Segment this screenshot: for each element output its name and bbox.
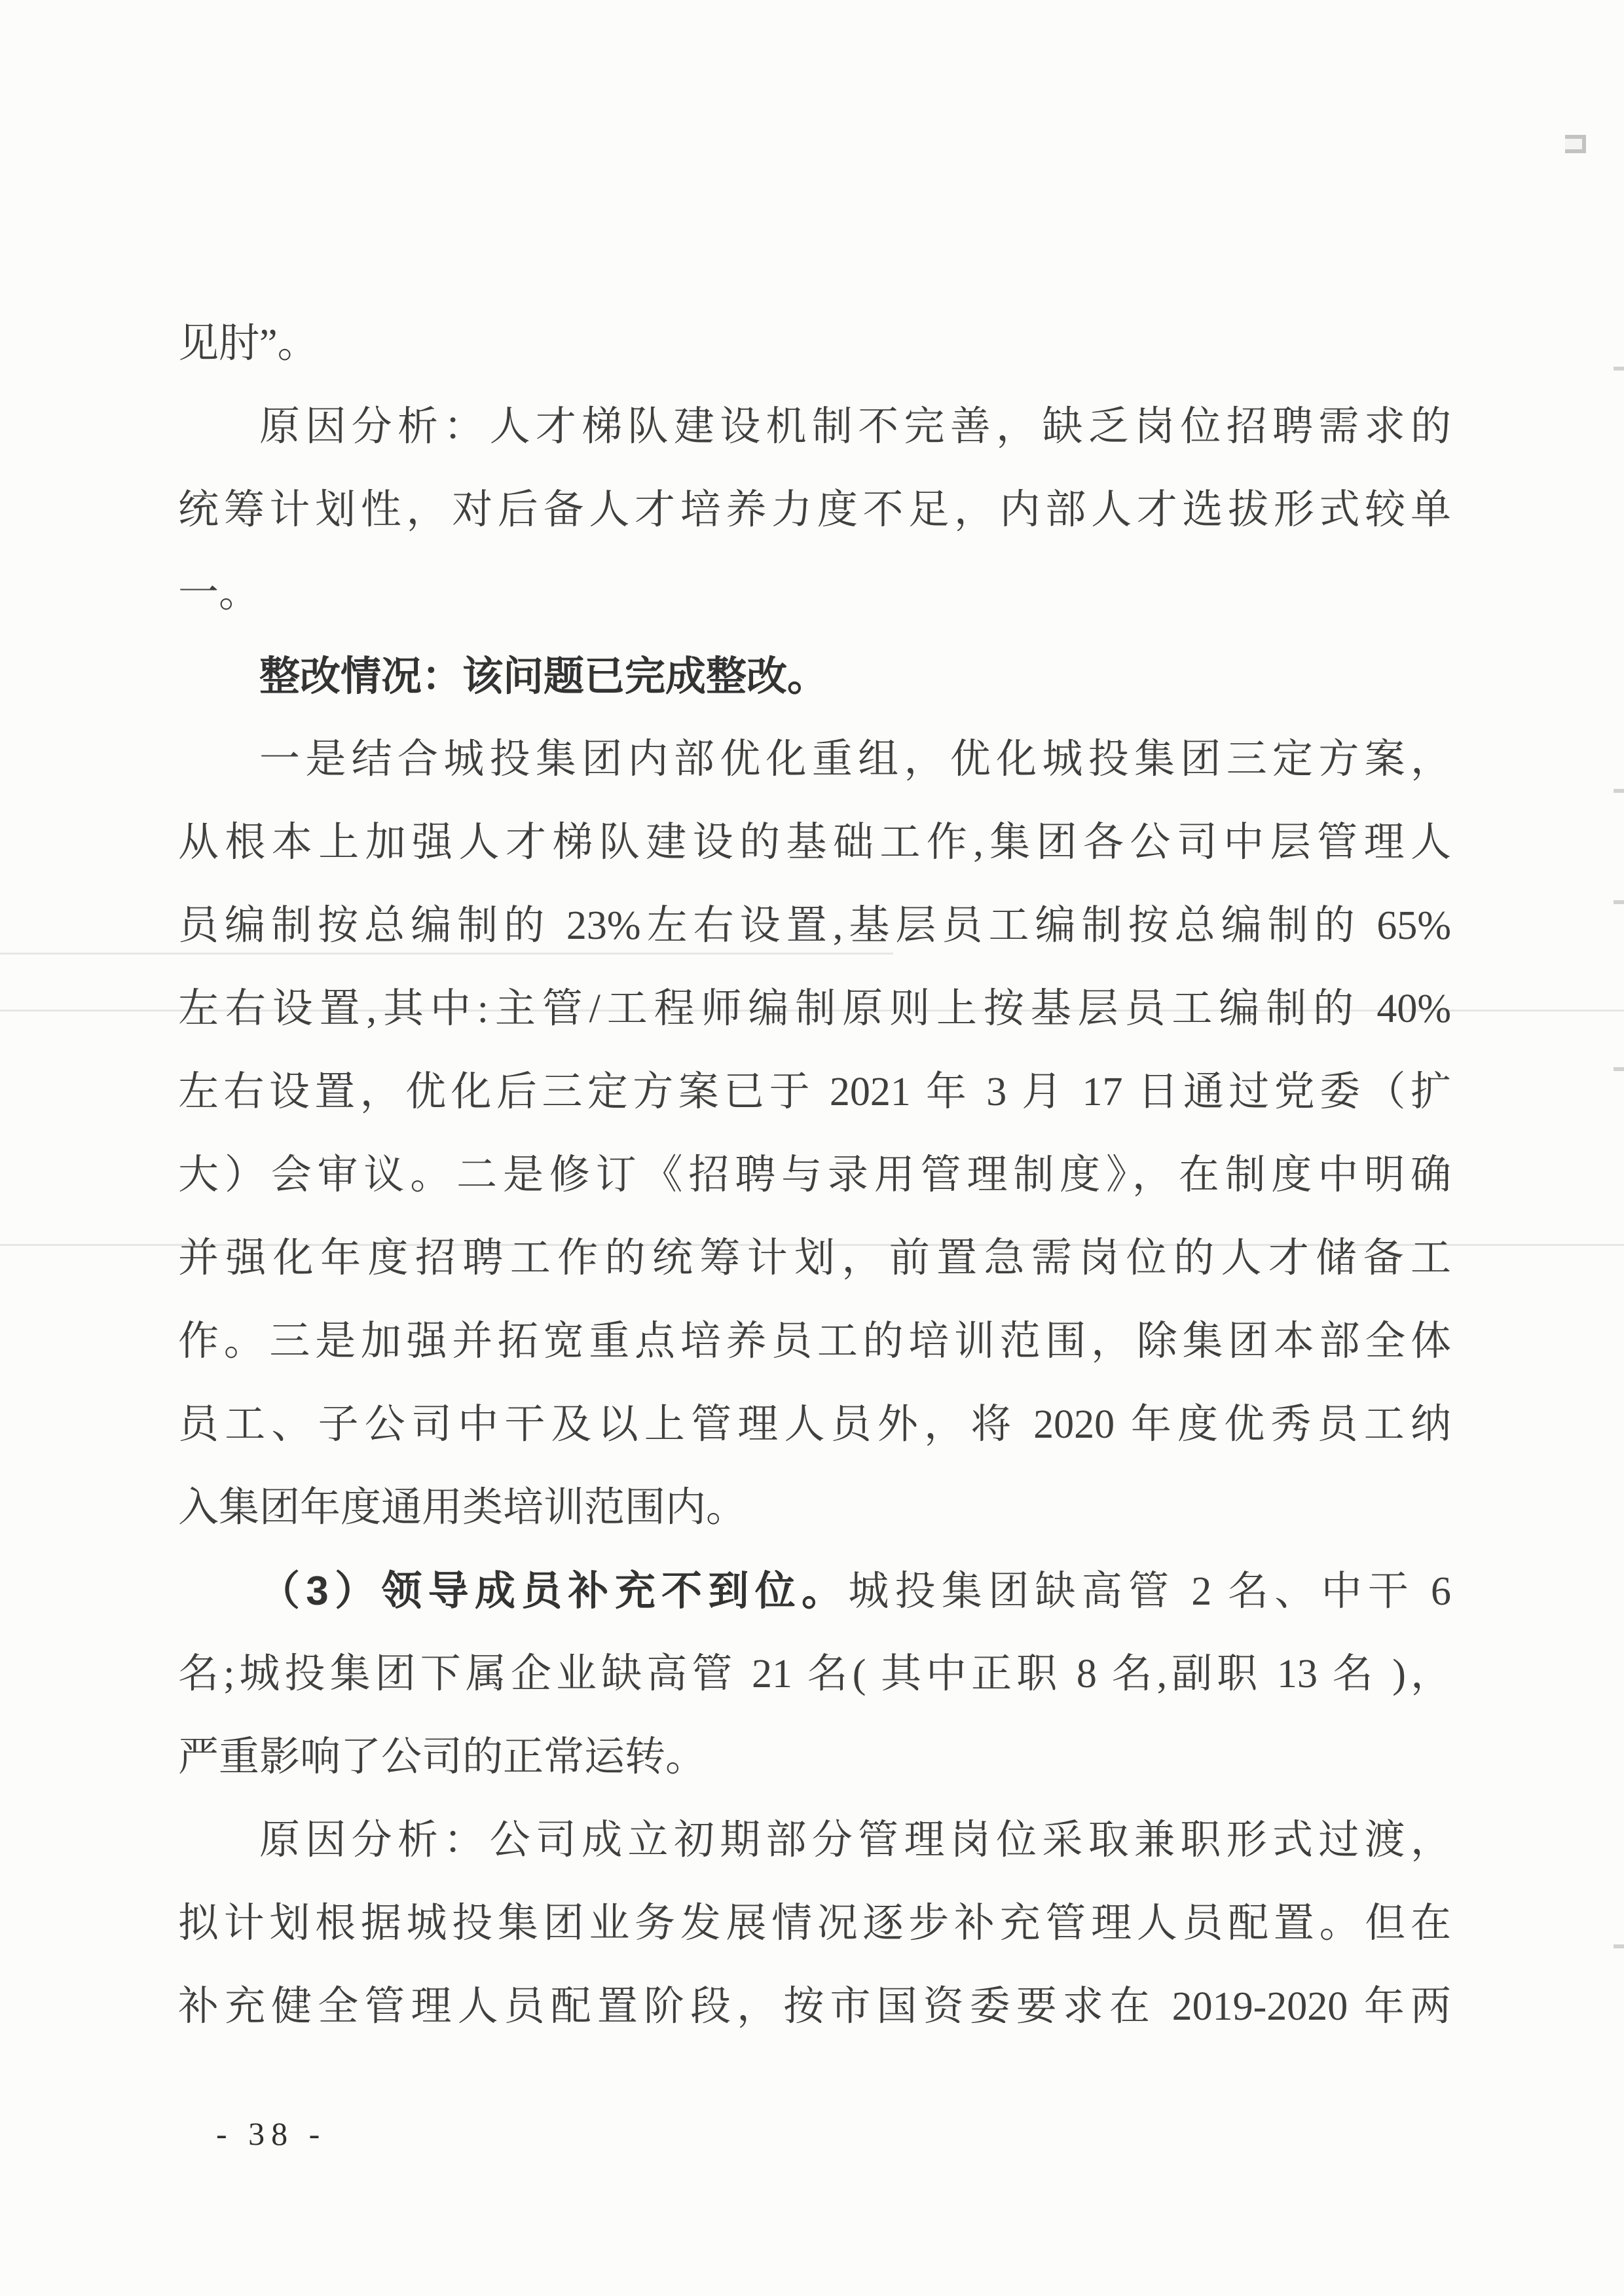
text-segment: 左右设置,其中:主管/工程师编制原则上按基层员工编制的 40% [178,987,1451,1031]
text-segment: 并强化年度招聘工作的统筹计划，前置急需岗位的人才储备工 [178,1236,1451,1281]
text-line [178,718,1451,801]
page-number: - 38 - [216,2115,327,2152]
text-segment: 大）会审议。二是修订《招聘与录用管理制度》，在制度中明确 [178,1153,1451,1197]
text-segment: 补充健全管理人员配置阶段，按市国资委要求在 2019-2020 年两 [178,1984,1451,2029]
text-segment: 员编制按总编制的 23%左右设置,基层员工编制按总编制的 65% [178,903,1451,948]
text-segment: 见肘”。 [178,321,318,366]
text-segment: 从根本上加强人才梯队建设的基础工作,集团各公司中层管理人 [178,820,1451,865]
scan-artifact [1614,367,1624,371]
bold-text-segment: 整改情况：该问题已完成整改。 [259,654,828,699]
text-line [178,635,1451,718]
text-segment: 一是结合城投集团内部优化重组，优化城投集团三定方案， [259,737,1451,782]
scan-artifact [1614,900,1624,904]
scan-artifact [1614,1067,1624,1071]
text-line [178,968,1451,1051]
text-segment: 原因分析：公司成立初期部分管理岗位采取兼职形式过渡， [259,1818,1451,1863]
text-line [178,884,1451,968]
text-line [178,1716,1451,1799]
scan-artifact [1614,789,1624,793]
text-line [178,1051,1451,1134]
text-segment: 作。三是加强并拓宽重点培养员工的培训范围，除集团本部全体 [178,1319,1451,1364]
text-line [178,552,1451,635]
text-line [178,302,1451,386]
scan-artifact-icon [1565,135,1586,153]
scan-artifact [1614,1944,1624,1948]
text-segment: 拟计划根据城投集团业务发展情况逐步补充管理人员配置。但在 [178,1901,1451,1946]
text-line [178,1550,1451,1633]
text-segment: 入集团年度通用类培训范围内。 [178,1485,747,1530]
text-line [178,1799,1451,1882]
text-line [178,1633,1451,1716]
text-line [178,1467,1451,1550]
text-line [178,1383,1451,1467]
text-line [178,801,1451,884]
text-line [178,469,1451,552]
text-segment: 原因分析：人才梯队建设机制不完善，缺乏岗位招聘需求的 [259,405,1451,449]
text-segment: 名;城投集团下属企业缺高管 21 名( 其中正职 8 名,副职 13 名 )， [178,1652,1451,1696]
text-segment: 统筹计划性，对后备人才培养力度不足，内部人才选拔形式较单 [178,488,1451,532]
text-segment: 员工、子公司中干及以上管理人员外，将 2020 年度优秀员工纳 [178,1402,1451,1447]
text-segment: 严重影响了公司的正常运转。 [178,1735,707,1779]
text-line [178,1300,1451,1383]
text-segment: 一。 [178,571,260,615]
text-line [178,1965,1451,2049]
text-segment: 城投集团缺高管 2 名、中干 6 [848,1569,1451,1614]
text-segment: 左右设置，优化后三定方案已于 2021 年 3 月 17 日通过党委（扩 [178,1070,1451,1114]
text-line [178,1217,1451,1300]
text-line [178,1134,1451,1217]
body-text [178,302,1451,2049]
text-line [178,386,1451,469]
bold-text-segment: （3）领导成员补充不到位。 [259,1569,849,1614]
text-line [178,1882,1451,1965]
